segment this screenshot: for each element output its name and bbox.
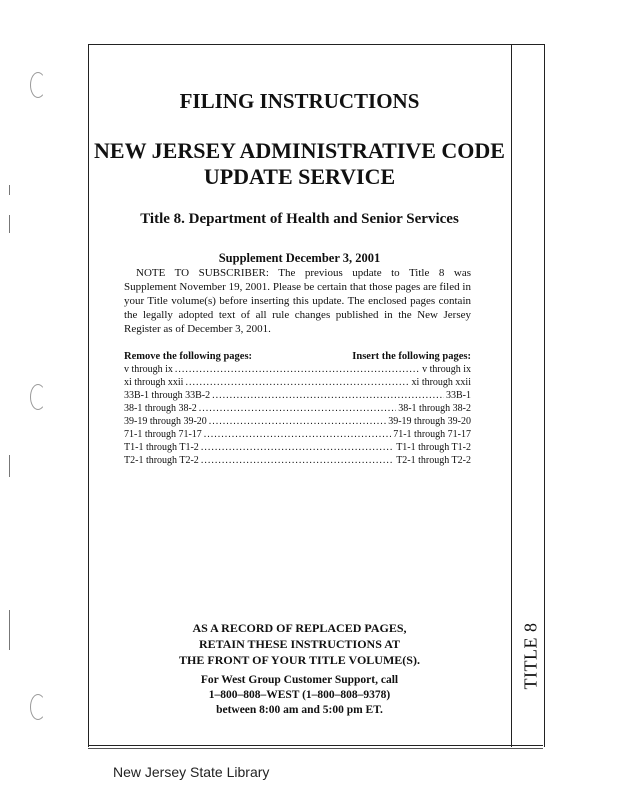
insert-pages: 38-1 through 38-2 <box>398 403 471 414</box>
table-row <box>124 363 471 376</box>
note-line: the legally adopted text of all rule changes published in the New Jersey <box>124 309 471 321</box>
scan-mark <box>9 455 10 477</box>
remove-pages: T1-1 through T1-2 <box>124 442 199 453</box>
remove-pages: v through ix <box>124 364 173 375</box>
subscriber-note <box>124 266 471 336</box>
remove-header: Remove the following pages: <box>124 351 253 362</box>
leader-dots <box>199 402 396 415</box>
leader-dots <box>185 376 409 389</box>
insert-pages: v through ix <box>422 364 471 375</box>
filing-instructions-title: FILING INSTRUCTIONS <box>179 89 420 113</box>
insert-pages: 39-19 through 39-20 <box>388 416 471 427</box>
page-replacement-table <box>124 351 471 467</box>
leader-dots <box>209 415 386 428</box>
table-row <box>124 389 471 402</box>
table-row <box>124 441 471 454</box>
punch-hole-middle <box>30 384 46 410</box>
insert-pages: T2-1 through T2-2 <box>396 455 471 466</box>
code-heading-line2: UPDATE SERVICE <box>203 164 396 189</box>
leader-dots <box>201 441 394 454</box>
table-header <box>124 351 471 362</box>
support-line: For West Group Customer Support, call <box>200 674 399 686</box>
customer-support <box>88 673 511 718</box>
title-tab-text: TITLE 8 <box>520 622 541 690</box>
library-stamp: New Jersey State Library <box>113 764 270 780</box>
punch-hole-top <box>30 72 46 98</box>
scan-mark <box>9 610 10 650</box>
retain-line: THE FRONT OF YOUR TITLE VOLUME(S). <box>179 653 420 667</box>
title-tab-label <box>518 612 544 700</box>
scan-mark <box>9 185 10 195</box>
table-row <box>124 415 471 428</box>
remove-pages: 71-1 through 71-17 <box>124 429 202 440</box>
leader-dots <box>175 363 420 376</box>
insert-pages: 33B-1 <box>446 390 471 401</box>
insert-pages: xi through xxii <box>411 377 471 388</box>
insert-header: Insert the following pages: <box>352 351 471 362</box>
remove-pages: T2-1 through T2-2 <box>124 455 199 466</box>
punch-hole-bottom <box>30 694 46 720</box>
remove-pages: 38-1 through 38-2 <box>124 403 197 414</box>
bottom-rule <box>88 745 543 746</box>
table-row <box>124 428 471 441</box>
note-line: your Title volume(s) before inserting this update. The enclosed pages contain <box>124 295 471 307</box>
support-line: between 8:00 am and 5:00 pm ET. <box>216 704 383 716</box>
leader-dots <box>212 389 444 402</box>
insert-pages: T1-1 through T1-2 <box>396 442 471 453</box>
code-heading-line1: NEW JERSEY ADMINISTRATIVE CODE <box>94 138 505 163</box>
insert-pages: 71-1 through 71-17 <box>393 429 471 440</box>
retain-line: RETAIN THESE INSTRUCTIONS AT <box>198 637 401 651</box>
scan-mark <box>9 215 10 233</box>
bottom-rule-secondary <box>88 748 543 749</box>
retain-notice <box>88 620 511 668</box>
leader-dots <box>201 454 394 467</box>
remove-pages: xi through xxii <box>124 377 184 388</box>
table-row <box>124 402 471 415</box>
retain-line: AS A RECORD OF REPLACED PAGES, <box>192 621 407 635</box>
note-line: Supplement November 19, 2001. Please be certain that those pages are filed in <box>124 281 471 293</box>
table-row <box>124 376 471 389</box>
title-subject: Title 8. Department of Health and Senior Services <box>140 211 459 227</box>
remove-pages: 33B-1 through 33B-2 <box>124 390 211 401</box>
note-line: Register as of December 3, 2001. <box>124 323 271 335</box>
leader-dots <box>204 428 391 441</box>
remove-pages: 39-19 through 39-20 <box>124 416 207 427</box>
note-line: NOTE TO SUBSCRIBER: The previous update to Title 8 was <box>136 267 471 279</box>
supplement-date: Supplement December 3, 2001 <box>218 251 381 265</box>
support-line: 1–800–808–WEST (1–800–808–9378) <box>208 689 391 701</box>
table-row <box>124 454 471 467</box>
